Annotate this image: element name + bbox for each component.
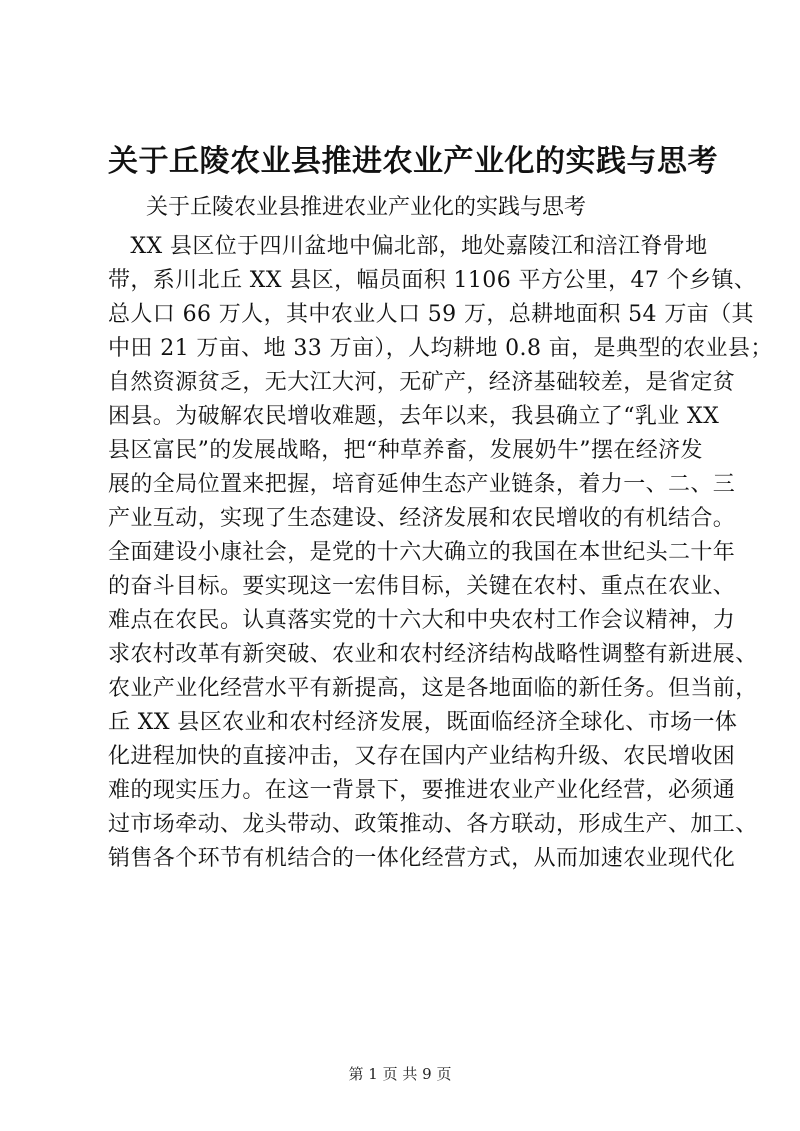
body-line: 展的全局位置来把握，培育延伸生态产业链条，着力一、二、三 <box>108 472 736 497</box>
document-title: 关于丘陵农业县推进农业产业化的实践与思考 <box>108 144 718 179</box>
body-line: 产业互动，实现了生态建设、经济发展和农民增收的有机结合。 <box>108 506 736 531</box>
body-line: 自然资源贫乏，无大江大河，无矿产，经济基础较差，是省定贫 <box>108 370 736 395</box>
body-line: 化进程加快的直接冲击，又存在国内产业结构升级、农民增收困 <box>108 744 736 769</box>
body-line: 过市场牵动、龙头带动、政策推动、各方联动，形成生产、加工、 <box>108 812 758 837</box>
body-line: 全面建设小康社会，是党的十六大确立的我国在本世纪头二十年 <box>108 540 736 565</box>
body-line: 中田 21 万亩、地 33 万亩），人均耕地 0.8 亩，是典型的农业县； <box>108 336 773 361</box>
body-line: 总人口 66 万人，其中农业人口 59 万，总耕地面积 54 万亩（其 <box>108 302 754 327</box>
body-line: 难点在农民。认真落实党的十六大和中央农村工作会议精神，力 <box>108 608 736 633</box>
body-line: 带，系川北丘 XX 县区，幅员面积 1106 平方公里，47 个乡镇、 <box>108 268 757 293</box>
body-line: 的奋斗目标。要实现这一宏伟目标，关键在农村、重点在农业、 <box>108 574 736 599</box>
body-line: 难的现实压力。在这一背景下，要推进农业产业化经营，必须通 <box>108 778 736 803</box>
body-line: 求农村改革有新突破、农业和农村经济结构战略性调整有新进展、 <box>108 642 758 667</box>
body-line: 困县。为破解农民增收难题，去年以来，我县确立了“乳业 XX <box>108 404 720 429</box>
body-line: 农业产业化经营水平有新提高，这是各地面临的新任务。但当前， <box>108 676 758 701</box>
body-line: XX 县区位于四川盆地中偏北部，地处嘉陵江和涪江脊骨地 <box>108 234 708 259</box>
body-line: 销售各个环节有机结合的一体化经营方式，从而加速农业现代化 <box>108 846 736 871</box>
page-footer: 第 1 页 共 9 页 <box>348 1065 452 1083</box>
body-line: 丘 XX 县区农业和农村经济发展，既面临经济全球化、市场一体 <box>108 710 738 735</box>
body-line: 县区富民”的发展战略，把“种草养畜，发展奶牛”摆在经济发 <box>108 438 703 463</box>
document-subtitle: 关于丘陵农业县推进农业产业化的实践与思考 <box>146 195 587 220</box>
